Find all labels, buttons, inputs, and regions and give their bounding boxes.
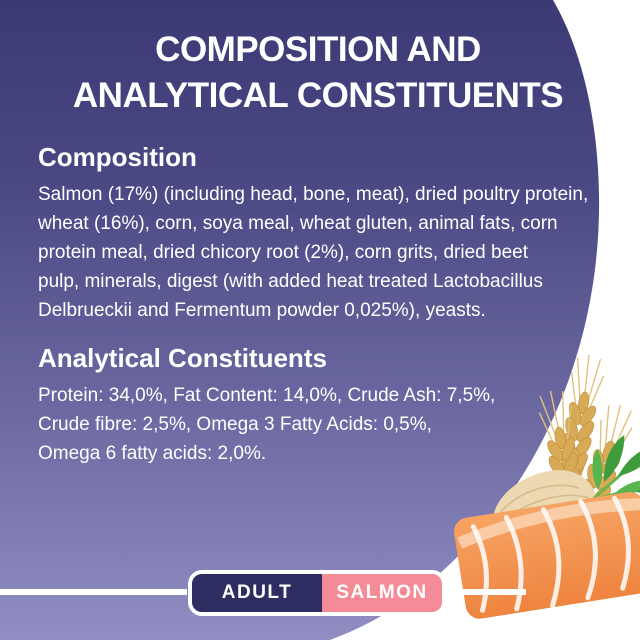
variant-selector: [188, 570, 446, 616]
composition-heading: Composition: [38, 142, 197, 172]
page-title: [0, 27, 636, 119]
page-title-line2: ANALYTICAL CONSTITUENTS: [72, 76, 564, 115]
text-line: protein meal, dried chicory root (2%), corn grits, dried beet: [38, 242, 528, 263]
composition-body: [38, 180, 613, 325]
text-line: Protein: 34,0%, Fat Content: 14,0%, Crude Ash: 7,5%,: [38, 385, 496, 406]
tab-adult[interactable]: [192, 574, 322, 612]
analytical-constituents-heading: Analytical Constituents: [38, 343, 327, 373]
tab-salmon[interactable]: [322, 574, 442, 612]
tab-salmon-label: SALMON: [336, 582, 428, 603]
connector-line-right: [448, 589, 526, 595]
analytical-constituents-body: [38, 381, 613, 468]
connector-line-left: [0, 589, 187, 595]
page-title-line1: COMPOSITION AND: [155, 30, 481, 69]
text-line: Delbrueckii and Fermentum powder 0,025%), yeasts.: [38, 300, 486, 321]
text-line: Crude fibre: 2,5%, Omega 3 Fatty Acids: 0,5%,: [38, 414, 432, 435]
text-line: wheat (16%), corn, soya meal, wheat gluten, animal fats, corn: [38, 213, 558, 234]
text-line: pulp, minerals, digest (with added heat treated Lactobacillus: [38, 271, 543, 292]
text-line: Salmon (17%) (including head, bone, meat), dried poultry protein,: [38, 184, 589, 205]
salmon-image: [452, 490, 640, 621]
text-line: Omega 6 fatty acids: 2,0%.: [38, 443, 267, 464]
tab-adult-label: ADULT: [221, 582, 293, 603]
